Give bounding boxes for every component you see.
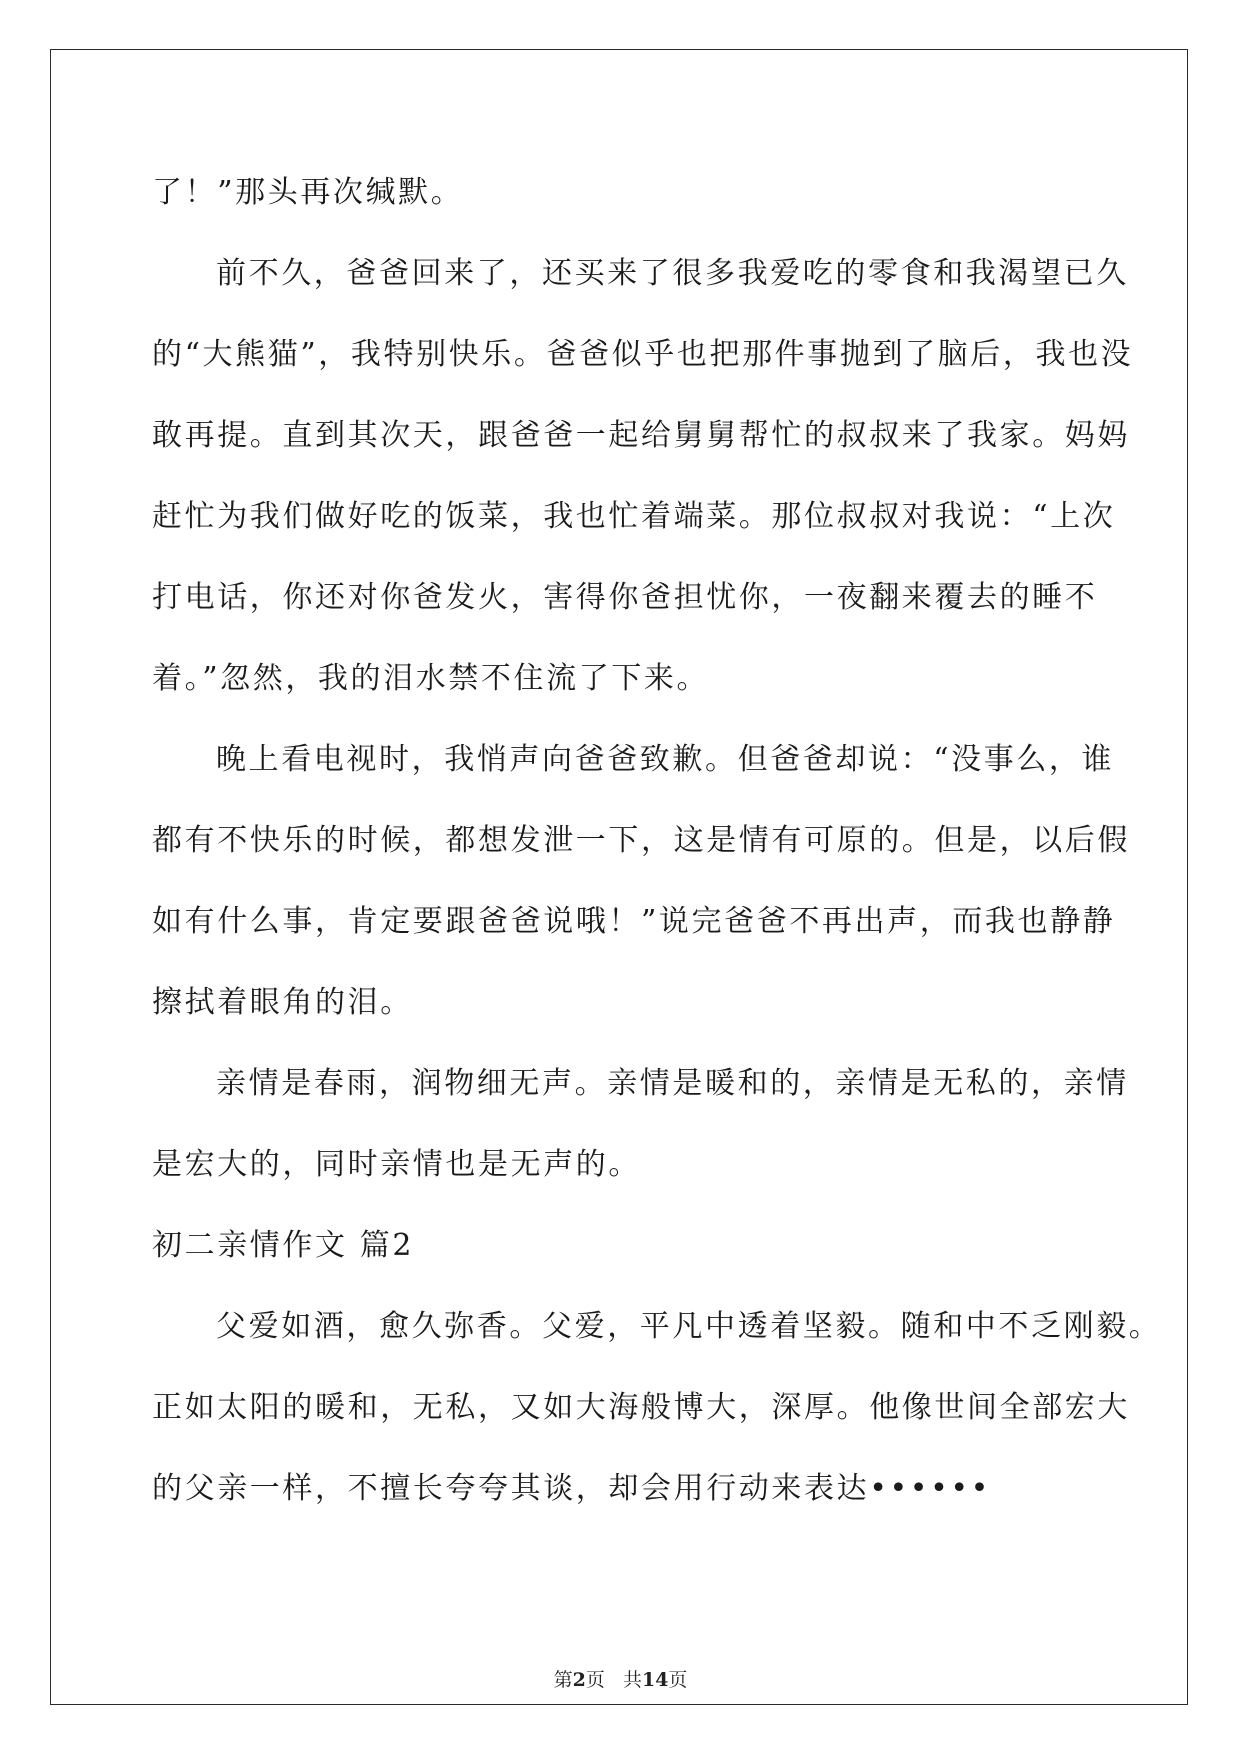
text-line: 都有不快乐的时候，都想发泄一下，这是情有可原的。但是，以后假 (152, 823, 1130, 858)
total-label-suffix: 页 (668, 1669, 688, 1691)
text-line: 着。”忽然，我的泪水禁不住流了下来。 (152, 661, 710, 696)
text-line: 父爱如酒，愈久弥香。父爱，平凡中透着坚毅。随和中不乏刚毅。 (216, 1309, 1162, 1344)
total-pages: 14 (641, 1669, 669, 1691)
text-line: 是宏大的，同时亲情也是无声的。 (152, 1147, 641, 1182)
text-line: 敢再提。直到其次天，跟爸爸一起给舅舅帮忙的叔叔来了我家。妈妈 (152, 418, 1130, 453)
text-line: 的“大熊猫”，我特别快乐。爸爸似乎也把那件事抛到了脑后，我也没 (152, 337, 1134, 372)
page-label-suffix: 页 (585, 1669, 605, 1691)
text-line: 赶忙为我们做好吃的饭菜，我也忙着端菜。那位叔叔对我说：“上次 (152, 499, 1116, 534)
text-line: 擦拭着眼角的泪。 (152, 985, 413, 1020)
page-label-prefix: 第 (553, 1669, 573, 1691)
text-line: 晚上看电视时，我悄声向爸爸致歉。但爸爸却说：“没事么，谁 (216, 742, 1115, 777)
text-line: 打电话，你还对你爸发火，害得你爸担忧你，一夜翻来覆去的睡不 (152, 580, 1098, 615)
page-number: 2 (572, 1669, 586, 1691)
text-line: 亲情是春雨，润物细无声。亲情是暖和的，亲情是无私的，亲情 (216, 1066, 1129, 1101)
text-line: 前不久，爸爸回来了，还买来了很多我爱吃的零食和我渴望已久 (216, 256, 1129, 291)
text-line: 的父亲一样，不擅长夸夸其谈，却会用行动来表达•••••• (152, 1471, 991, 1506)
page-footer (0, 1668, 1241, 1692)
text-line: 如有什么事，肯定要跟爸爸说哦！”说完爸爸不再出声，而我也静静 (152, 904, 1116, 939)
text-line: 了！”那头再次缄默。 (152, 175, 464, 210)
total-label-prefix: 共 (622, 1669, 642, 1691)
document-body (152, 152, 1162, 1529)
text-line: 正如太阳的暖和，无私，又如大海般博大，深厚。他像世间全部宏大 (152, 1390, 1130, 1425)
section-heading: 初二亲情作文 篇2 (152, 1228, 415, 1263)
